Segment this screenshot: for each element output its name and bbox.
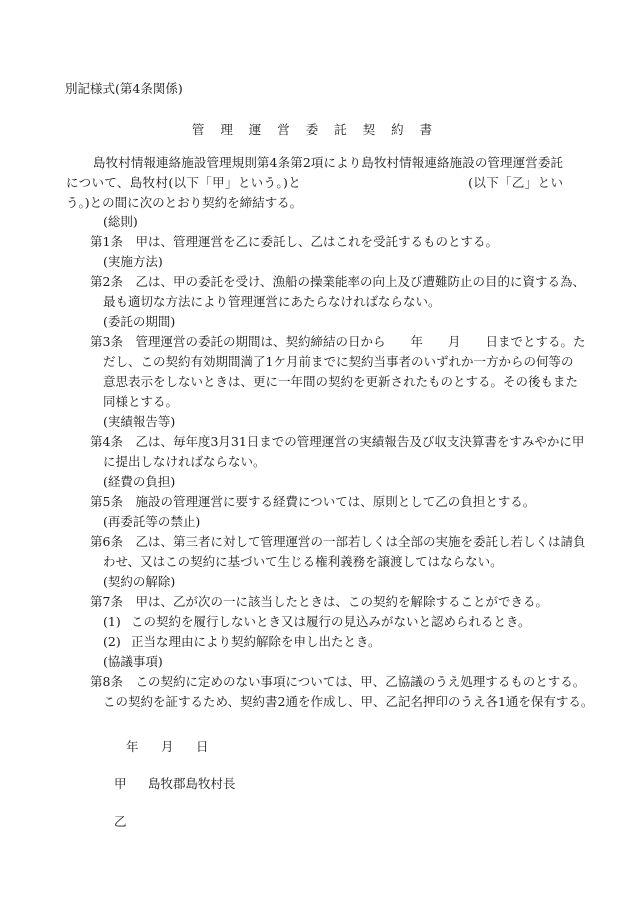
party-a-name: 島牧郡島牧村長	[148, 776, 236, 791]
section-heading-method: (実施方法)	[103, 254, 163, 269]
section-heading-report: (実績報告等)	[103, 414, 176, 429]
item-1-text: この契約を履行しないとき又は履行の見込みがないと認められるとき。	[131, 614, 531, 629]
party-a-label: 甲	[114, 776, 127, 791]
item-2-number: (2)	[103, 634, 121, 649]
article-1: 第1条 甲は、管理運営を乙に委託し、乙はこれを受託するものとする。	[90, 234, 498, 249]
article-6-cont: わせ、又はこの契約に基づいて生じる権利義務を譲渡してはならない。	[103, 554, 503, 569]
section-heading-general: (総則)	[103, 214, 138, 229]
section-heading-expense: (経費の負担)	[103, 474, 176, 489]
section-heading-period: (委託の期間)	[103, 314, 176, 329]
article-3-cont-3: 同様とする。	[103, 394, 179, 409]
article-3: 第3条 管理運営の委託の期間は、契約締結の日から 年 月 日までとする。た	[90, 334, 586, 349]
article-3-cont-2: 意思表示をしないときは、更に一年間の契約を更新されたものとする。その後もまた	[103, 374, 579, 389]
closing-statement: この契約を証するため、契約書2通を作成し、甲、乙記名押印のうえ各1通を保有する。	[103, 694, 594, 709]
article-7: 第7条 甲は、乙が次の一に該当したときは、この契約を解除することができる。	[90, 594, 548, 609]
form-label: 別記様式(第4条関係)	[65, 81, 183, 96]
document-title: 管 理 運 営 委 託 契 約 書	[191, 122, 439, 137]
item-2-text: 正当な理由により契約解除を申し出たとき。	[131, 634, 381, 649]
intro-paragraph: 島牧村情報連絡施設管理規則第4条第2項により島牧村情報連絡施設の管理運営委託について、島牧村(以下「甲」という。)と (以下「乙」という。)との間に次のとおり契約を締結する。	[66, 155, 563, 210]
article-4-cont: に提出しなければならない。	[103, 454, 266, 469]
article-8: 第8条 この契約に定めのない事項については、甲、乙協議のうえ処理するものとする。	[90, 674, 586, 689]
section-heading-termination: (契約の解除)	[103, 574, 176, 589]
section-heading-consultation: (協議事項)	[103, 654, 163, 669]
date-year: 年	[126, 739, 139, 754]
section-heading-subcontract: (再委託等の禁止)	[103, 514, 201, 529]
article-4: 第4条 乙は、毎年度3月31日までの管理運営の実績報告及び収支決算書をすみやかに甲	[90, 434, 585, 449]
article-3-cont-1: だし、この契約有効期間満了1ケ月前までに契約当事者のいずれか一方からの何等の	[103, 354, 574, 369]
date-month: 月	[161, 739, 174, 754]
party-b-label: 乙	[114, 814, 127, 829]
date-day: 日	[196, 739, 209, 754]
article-5: 第5条 施設の管理運営に要する経費については、原則として乙の負担とする。	[90, 494, 536, 509]
item-1-number: (1)	[103, 614, 121, 629]
article-6: 第6条 乙は、第三者に対して管理運営の一部若しくは全部の実施を委託し若しくは請負	[90, 534, 586, 549]
article-2: 第2条 乙は、甲の委託を受け、漁船の操業能率の向上及び遭難防止の目的に資する為、	[90, 274, 585, 289]
article-2-cont: 最も適切な方法により管理運営にあたらなければならない。	[103, 294, 441, 309]
